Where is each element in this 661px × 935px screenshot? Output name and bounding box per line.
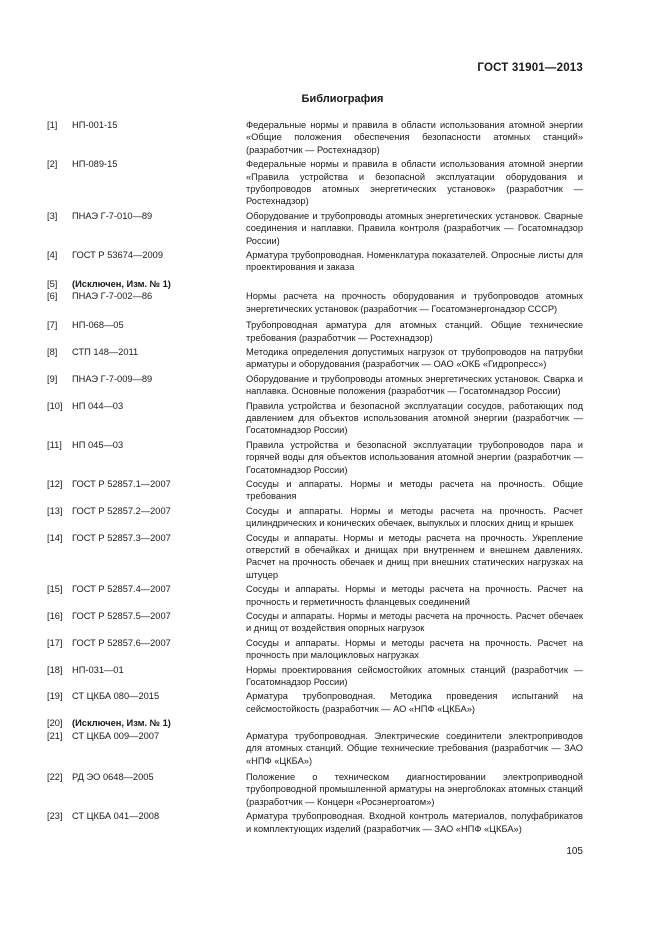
bibliography-entry bbox=[47, 319, 583, 344]
entry-code: ГОСТ Р 52857.3—2007 bbox=[72, 532, 171, 543]
bibliography-entry bbox=[47, 637, 583, 662]
entry-description: Сосуды и аппараты. Нормы и методы расчета на прочность. Расчет на прочность при малоцикловых нагрузках bbox=[246, 637, 583, 661]
entry-code: ГОСТ Р 52857.5—2007 bbox=[72, 611, 171, 622]
bibliography-entry bbox=[47, 664, 583, 689]
entry-number: [23] bbox=[47, 811, 63, 822]
entry-number: [19] bbox=[47, 691, 63, 702]
entry-number: [12] bbox=[47, 478, 63, 489]
entry-code: РД ЭО 0648—2005 bbox=[72, 771, 154, 782]
entry-description: Сосуды и аппараты. Нормы и методы расчета на прочность. Общие требования bbox=[246, 478, 583, 502]
bibliography-entry bbox=[47, 346, 583, 371]
bibliography-entry bbox=[47, 400, 583, 437]
entry-number: [4] bbox=[47, 250, 58, 261]
bibliography-entry bbox=[47, 373, 583, 398]
entry-code: ГОСТ Р 52857.1—2007 bbox=[72, 478, 171, 489]
page-number: 105 bbox=[566, 846, 583, 857]
entry-number: [16] bbox=[47, 611, 63, 622]
entry-description: Сосуды и аппараты. Нормы и методы расчета на прочность. Расчет цилиндрических и конических обечаек, выпуклых и плоских днищ и крышек bbox=[246, 505, 583, 529]
entry-description: Федеральные нормы и правила в области использования атомной энергии «Общие положения обеспечения безопасности атомных станций» (разработчик — Ростехнадзор) bbox=[246, 120, 583, 155]
entry-code: (Исключен, Изм. № 1) bbox=[72, 718, 171, 729]
entry-description: Правила устройства и безопасной эксплуатации трубопроводов пара и горячей воды для объектов использования атомной энергии (разработчик — Госатомнадзор России) bbox=[246, 439, 583, 475]
entry-number: [1] bbox=[47, 120, 58, 130]
entry-number: [17] bbox=[47, 637, 63, 648]
entry-description: Арматура трубопроводная. Входной контроль материалов, полуфабрикатов и комплектующих изделий (разработчик — ЗАО «НПФ «ЦКБА») bbox=[246, 811, 583, 834]
entry-description: Трубопроводная арматура для атомных станций. Общие технические требования (разработчик — Ростехнадзор) bbox=[246, 320, 583, 343]
entry-code: НП-068—05 bbox=[72, 320, 124, 331]
entry-code: НП-089-15 bbox=[72, 159, 118, 170]
entry-code: СТ ЦКБА 041—2008 bbox=[72, 811, 160, 822]
entry-code: СТ ЦКБА 009—2007 bbox=[72, 730, 160, 741]
entry-code: ГОСТ Р 53674—2009 bbox=[72, 250, 164, 261]
bibliography-entry bbox=[47, 730, 583, 767]
entry-description: Нормы проектирования сейсмостойких атомных станций (разработчик — Госатомнадзор России) bbox=[246, 664, 583, 688]
entry-description: Сосуды и аппараты. Нормы и методы расчета на прочность. Расчет обечаек и днищ от воздействия опорных нагрузок bbox=[246, 611, 583, 634]
entry-description: Арматура трубопроводная. Методика проведения испытаний на сейсмостойкость (разработчик — АО «НПФ «ЦКБА») bbox=[246, 691, 583, 714]
entry-code: СТ ЦКБА 080—2015 bbox=[72, 691, 160, 702]
entry-description: Методика определения допустимых нагрузок от трубопроводов на патрубки арматуры и оборудования (разработчик — ОАО «ОКБ «Гидропресс») bbox=[246, 346, 583, 370]
entry-description: Оборудование и трубопроводы атомных энергетических установок. Сварка и наплавка. Основные положения (разработчик — Госатомнадзор России) bbox=[246, 373, 583, 397]
bibliography-entry bbox=[47, 278, 583, 290]
entry-number: [18] bbox=[47, 664, 63, 675]
bibliography-entry bbox=[47, 505, 583, 530]
entry-code: ПНАЭ Г-7-010—89 bbox=[72, 210, 153, 221]
entry-number: [13] bbox=[47, 505, 63, 516]
bibliography-entry bbox=[47, 583, 583, 608]
entry-number: [3] bbox=[47, 210, 58, 221]
bibliography-entry bbox=[47, 532, 583, 582]
entry-code: ГОСТ Р 52857.4—2007 bbox=[72, 584, 171, 595]
entry-code: СТП 148—2011 bbox=[72, 346, 139, 357]
bibliography-entry bbox=[47, 249, 583, 274]
bibliography-entry bbox=[47, 810, 583, 835]
entry-code: НП 044—03 bbox=[72, 400, 124, 411]
entry-number: [10] bbox=[47, 400, 63, 411]
entry-description: Положение о техническом диагностировании электроприводной трубопроводной промышленной арматуры на энергоблоках атомных станций (разработчик — Концерн «Росэнергоатом») bbox=[246, 771, 583, 807]
bibliography-entry bbox=[47, 690, 583, 715]
entry-code: НП-001-15 bbox=[72, 120, 118, 130]
entry-description: Сосуды и аппараты. Нормы и методы расчета на прочность. Расчет на прочность и герметичность фланцевых соединений bbox=[246, 584, 583, 607]
entry-number: [8] bbox=[47, 346, 58, 357]
bibliography-list bbox=[47, 119, 583, 837]
entry-description: Федеральные нормы и правила в области использования атомной энергии «Правила устройства и безопасной эксплуатации оборудования и трубопроводов атомных энергетических установок» (разработчик — Ростехнадзор) bbox=[246, 159, 583, 207]
entry-number: [5] bbox=[47, 278, 58, 289]
entry-number: [11] bbox=[47, 439, 62, 450]
entry-number: [2] bbox=[47, 159, 58, 170]
entry-number: [14] bbox=[47, 532, 63, 543]
entry-description: Арматура трубопроводная. Номенклатура показателей. Опросные листы для проектирования и заказа bbox=[246, 250, 583, 273]
entry-code: ПНАЭ Г-7-009—89 bbox=[72, 373, 153, 384]
bibliography-entry bbox=[47, 717, 583, 729]
entry-description: Нормы расчета на прочность оборудования и трубопроводов атомных энергетических установок (разработчик — Госатомэнергонадзор СССР) bbox=[246, 291, 583, 314]
entry-description: Сосуды и аппараты. Нормы и методы расчета на прочность. Укрепление отверстий в обечайках и днищах при внутреннем и внешнем давлениях. Расчет на прочность обечаек и днищ при внешних статических нагрузках на штуцер bbox=[246, 532, 583, 580]
entry-code: ПНАЭ Г-7-002—86 bbox=[72, 291, 153, 302]
entry-code: (Исключен, Изм. № 1) bbox=[72, 278, 171, 289]
entry-description: Правила устройства и безопасной эксплуатации сосудов, работающих под давлением для объектов использования атомной энергии (разработчик — Госатомнадзор России) bbox=[246, 400, 583, 436]
entry-description: Оборудование и трубопроводы атомных энергетических установок. Сварные соединения и наплавки. Правила контроля (разработчик — Госатомнадзор России) bbox=[246, 210, 583, 246]
bibliography-entry bbox=[47, 439, 583, 476]
bibliography-entry bbox=[47, 158, 583, 208]
bibliography-entry bbox=[47, 771, 583, 808]
entry-description: Арматура трубопроводная. Электрические соединители электроприводов для атомных станций. Общие технические требования (разработчик — ЗАО «НПФ «ЦКБА») bbox=[246, 730, 583, 766]
entry-number: [7] bbox=[47, 320, 58, 331]
entry-number: [20] bbox=[47, 718, 63, 729]
entry-code: ГОСТ Р 52857.2—2007 bbox=[72, 505, 171, 516]
bibliography-entry bbox=[47, 119, 583, 156]
entry-code: НП 045—03 bbox=[72, 439, 124, 450]
bibliography-entry bbox=[47, 210, 583, 247]
entry-number: [9] bbox=[47, 373, 58, 384]
bibliography-entry bbox=[47, 610, 583, 635]
entry-number: [22] bbox=[47, 771, 63, 782]
entry-number: [6] bbox=[47, 291, 58, 302]
entry-code: ГОСТ Р 52857.6—2007 bbox=[72, 637, 171, 648]
bibliography-entry bbox=[47, 478, 583, 503]
entry-number: [15] bbox=[47, 584, 63, 595]
entry-code: НП-031—01 bbox=[72, 664, 124, 675]
bibliography-title: Библиография bbox=[301, 93, 384, 105]
entry-number: [21] bbox=[47, 730, 63, 741]
bibliography-entry bbox=[47, 290, 583, 315]
document-header: ГОСТ 31901—2013 bbox=[477, 62, 583, 74]
